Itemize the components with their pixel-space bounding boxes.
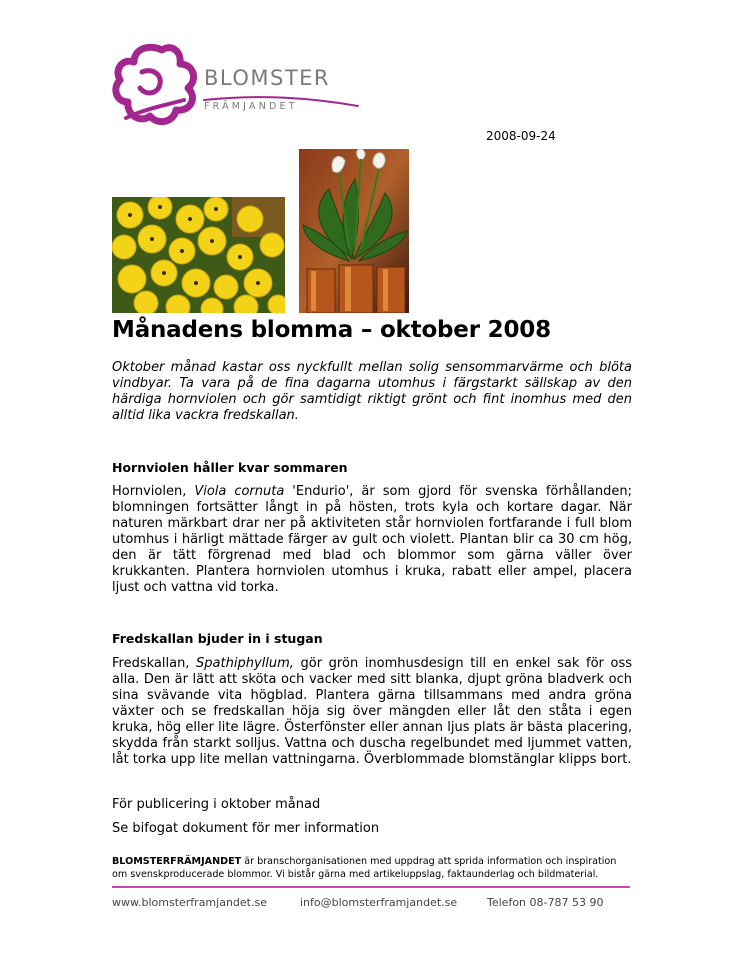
section-heading-hornviolen: Hornviolen håller kvar sommaren [112,460,348,475]
footer-divider [112,886,630,888]
plant-name: Fredskallan, [112,656,197,671]
footer-description [112,855,630,881]
plant-name: Hornviolen, [112,484,195,499]
section-heading-fredskallan: Fredskallan bjuder in i stugan [112,631,323,646]
publish-note: För publicering i oktober månad [112,797,321,812]
footer-phone: Telefon 08-787 53 90 [487,896,604,909]
pansies-photo [112,197,285,313]
logo-name: BLOMSTER [204,66,331,90]
section-body-fredskallan [112,656,632,768]
intro-paragraph: Oktober månad kastar oss nyckfullt mellan solig sensommarvärme och blöta vindbyar. Ta vara på de fina dagarna utomhus i färgstarkt sällskap av den härdiga hornviolen och gör samtidigt riktigt grönt och fint inomhus med den alltid lika vackra fredskallan. [112,360,632,423]
attachment-note: Se bifogat dokument för mer information [112,821,380,836]
flower-logo-icon [116,47,194,121]
logo-subtitle: FRÄMJANDET [204,101,298,112]
footer-website[interactable]: www.blomsterframjandet.se [112,896,267,909]
latin-name: Viola cornuta [194,484,285,499]
body-text: gör grön inomhusdesign till en enkel sak för oss alla. Den är lätt att sköta och vacker med sitt blanka, djupt gröna bladverk och sina svävande vita högblad. Plantera gärna tillsammans med andra gröna växter och se fredskallan höja sig över mängden eller låt den ståta i egen kruka, hög eller lite lägre. Österfönster eller annan ljus plats är bästa placering, skydda från starkt solljus. Vattna och duscha regelbundet med ljummet vatten, låt torka upp lite mellan vattningarna. Överblommade blomstänglar klipps bort. [112,656,632,767]
peace-lily-photo [299,149,409,313]
section-body-hornviolen [112,484,632,596]
footer-org-name: BLOMSTERFRÄMJANDET [112,856,242,867]
footer-email[interactable]: info@blomsterframjandet.se [300,896,458,909]
body-text: 'Endurio', är som gjord för svenska förhållanden; blomningen fortsätter långt in på hösten, trots kyla och kortare dagar. När naturen märkbart drar ner på aktiviteten står hornviolen fortfarande i full blom utomhus i härligt mättade färger av gult och violett. Plantan blir ca 30 cm hög, den är tätt förgrenad med blad och blommor som gärna väller över krukkanten. Plantera hornviolen utomhus i kruka, rabatt eller ampel, placera ljust och vattna vid torka. [112,484,632,595]
latin-name: Spathiphyllum, [196,656,294,671]
document-date: 2008-09-24 [486,129,556,143]
page-title: Månadens blomma – oktober 2008 [112,317,551,343]
footer-org-text: är branschorganisationen med uppdrag att sprida information och inspiration om svenskproducerade blommor. Vi bistår gärna med artikeluppslag, faktaunderlag och bildmaterial. [112,856,617,880]
